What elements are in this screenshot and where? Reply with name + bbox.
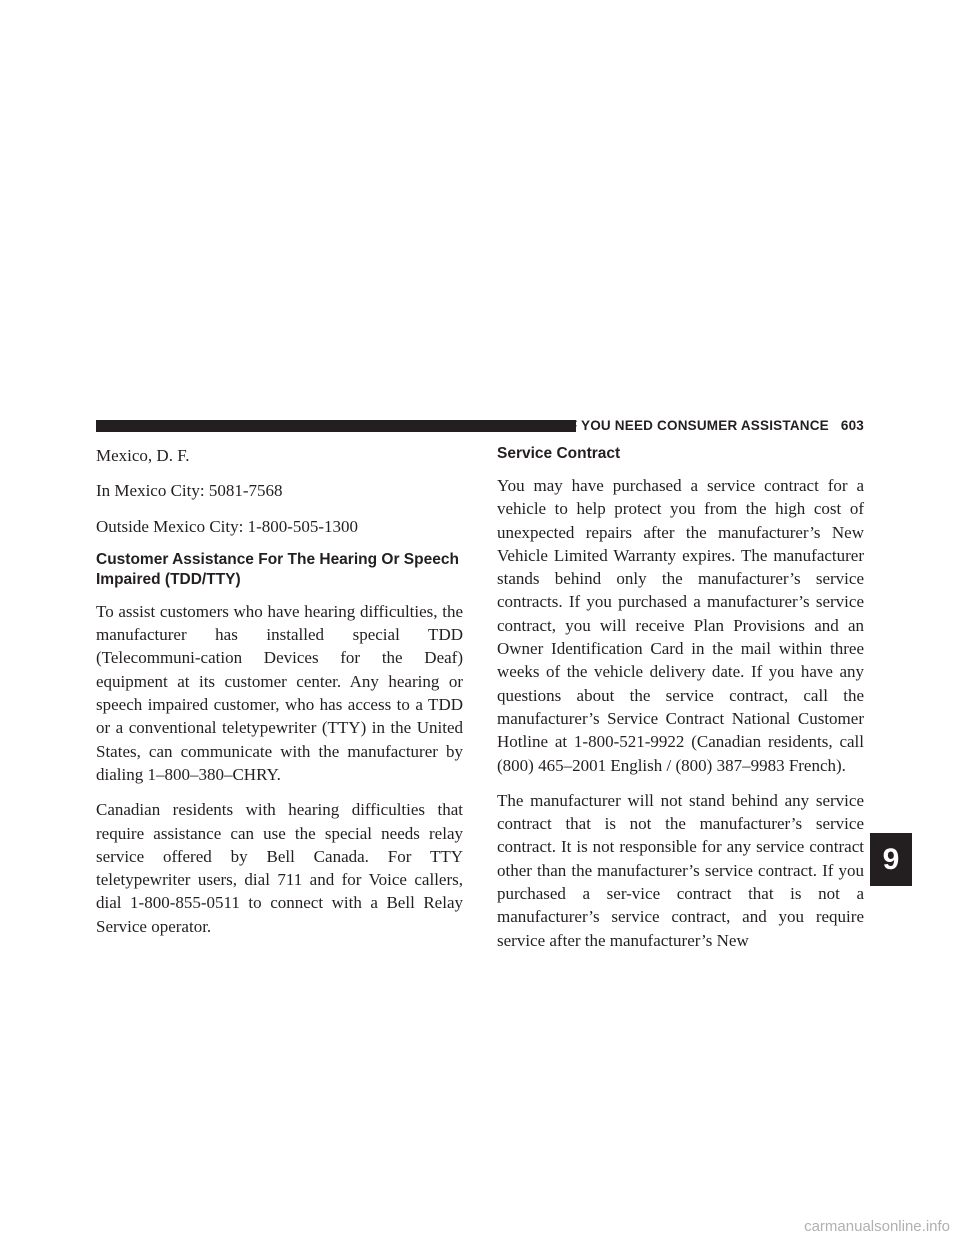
paragraph-service-contract: You may have purchased a service contract for a vehicle to help protect you from the high cost of unexpected repairs after the manufacturer’s New Vehicle Limited Warranty expires. The manufacturer stands behind only the manufacturer’s service contracts. If you purchased a manufacturer’s service contract, you will receive Plan Provisions and an Owner Identification Card in the mail within three weeks of the vehicle delivery date. If you have any questions about the service contract, call the manufacturer’s Service Contract National Customer Hotline at 1-800-521-9922 (Canadian residents, call (800) 465–2001 English / (800) 387–9983 French). [497,476,864,775]
left-column [96,444,463,950]
header-rule [96,420,576,432]
phone-line-city: In Mexico City: 5081-7568 [96,481,283,501]
paragraph-service-contract-2: The manufacturer will not stand behind any service contract that is not the manufacturer’s service contract. It is not responsible for any service contract other than the manufacturer’s service contract. If you purchased a ser-vice contract that is not a manufacturer’s service contract, and you require service after the manufacturer’s New [497,790,864,950]
watermark: carmanualsonline.info [804,1218,950,1235]
right-column [497,444,864,964]
paragraph-canada-relay: Canadian residents with hearing difficulties that require assistance can use the special needs relay service offered by Bell Canada. For TTY teletypewriter users, dial 711 and for Voice callers, dial 1-800-855-0511 to connect with a Bell Relay Service operator. [96,800,463,936]
paragraph-tdd: To assist customers who have hearing difficulties, the manufacturer has installed special TDD (Telecommuni-cation Devices for the Deaf) equipment at its customer center. Any hearing or speech impaired customer, who has access to a TDD or a conventional teletypewriter (TTY) in the United States, can communicate with the manufacturer by dialing 1–800–380–CHRY. [96,601,463,784]
page-number: 603 [840,418,864,433]
section-heading-tdd: Customer Assistance For The Hearing Or Speech Impaired (TDD/TTY) [96,550,459,588]
section-title: IF YOU NEED CONSUMER ASSISTANCE [564,418,829,433]
location-line: Mexico, D. F. [96,446,190,465]
section-heading-service-contract: Service Contract [497,445,621,462]
phone-line-outside: Outside Mexico City: 1-800-505-1300 [96,516,359,536]
chapter-tab: 9 [870,833,912,886]
running-header [565,418,864,434]
